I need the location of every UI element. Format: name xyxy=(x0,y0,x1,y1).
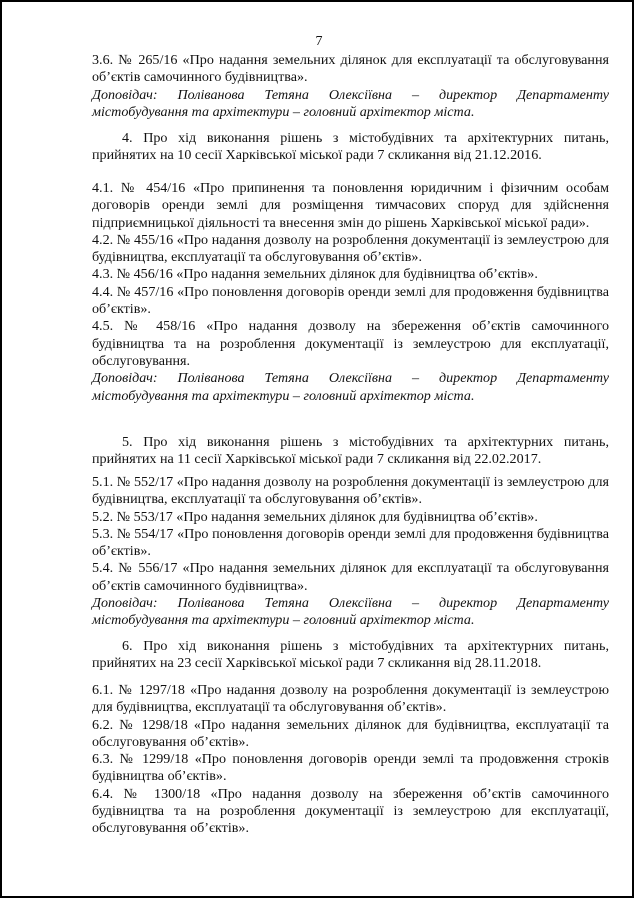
decision-item: 4.2. № 455/16 «Про надання дозволу на розроблення документації із землеустрою для будівництва, експлуатації та обслуговування об’єктів». xyxy=(92,231,609,266)
decision-item: 3.6. № 265/16 «Про надання земельних ділянок для експлуатації та обслуговування об’єктів самочинного будівництва». xyxy=(92,52,609,86)
decision-item: 6.3. № 1299/18 «Про поновлення договорів оренди землі та продовження строків будівництва об’єктів». xyxy=(92,751,609,785)
speaker-line: Доповідач: Поліванова Тетяна Олексіївна – директор Департаменту містобудування та архітектури – головний архітектор міста. xyxy=(92,595,609,629)
speaker-line: Доповідач: Поліванова Тетяна Олексіївна – директор Департаменту містобудування та архітектури – головний архітектор міста. xyxy=(92,86,609,120)
decision-item: 5.3. № 554/17 «Про поновлення договорів оренди землі для продовження будівництва об’єктів». xyxy=(92,525,609,560)
section-heading: 4. Про хід виконання рішень з містобудівних та архітектурних питань, прийнятих на 10 сесії Харківської міської ради 7 скликання від 21.12.2016. xyxy=(92,130,609,164)
decision-item: 4.4. № 457/16 «Про поновлення договорів оренди землі для продовження будівництва об’єктів». xyxy=(92,283,609,318)
decision-item: 4.3. № 456/16 «Про надання земельних ділянок для будівництва об’єктів». xyxy=(92,266,538,283)
decision-item: 5.4. № 556/17 «Про надання земельних ділянок для експлуатації та обслуговування об’єктів самочинного будівництва». xyxy=(92,560,609,594)
decision-item: 4.5. № 458/16 «Про надання дозволу на збереження об’єктів самочинного будівництва та на розроблення документації із землеустрою для експлуатації, обслуговування. xyxy=(92,318,609,369)
decision-item: 6.1. № 1297/18 «Про надання дозволу на розроблення документації із землеустрою для будівництва, експлуатації та обслуговування об’єктів». xyxy=(92,682,609,716)
section-5-items xyxy=(92,474,609,630)
section-heading: 5. Про хід виконання рішень з містобудівних та архітектурних питань, прийнятих на 11 сесії Харківської міської ради 7 скликання від 22.02.2017. xyxy=(92,434,609,468)
decision-item: 4.1. № 454/16 «Про припинення та поновлення юридичним і фізичним особам договорів оренди землі для розміщення тимчасових споруд для здійснення підприємницької діяльності та внесення змін до рішень Харківської міської ради». xyxy=(92,180,609,231)
section-3-6 xyxy=(92,52,609,121)
section-6-heading xyxy=(92,638,609,673)
decision-item: 5.2. № 553/17 «Про надання земельних ділянок для будівництва об’єктів». xyxy=(92,508,538,525)
decision-item: 6.4. № 1300/18 «Про надання дозволу на збереження об’єктів самочинного будівництва та на розроблення документації із землеустрою для експлуатації, обслуговування об’єктів». xyxy=(92,785,609,837)
page-number: 7 xyxy=(315,34,323,49)
section-4-heading xyxy=(92,130,609,165)
section-4-items xyxy=(92,180,609,405)
decision-item: 6.2. № 1298/18 «Про надання земельних ділянок для будівництва, експлуатації та обслуговування об’єктів». xyxy=(92,716,609,750)
section-heading: 6. Про хід виконання рішень з містобудівних та архітектурних питань, прийнятих на 23 сесії Харківської міської ради 7 скликання від 28.11.2018. xyxy=(92,638,609,672)
speaker-line: Доповідач: Поліванова Тетяна Олексіївна – директор Департаменту містобудування та архітектури – головний архітектор міста. xyxy=(92,370,609,404)
section-6-items xyxy=(92,682,609,838)
section-5-heading xyxy=(92,434,609,469)
decision-item: 5.1. № 552/17 «Про надання дозволу на розроблення документації із землеустрою для будівництва, експлуатації та обслуговування об’єктів». xyxy=(92,474,609,508)
